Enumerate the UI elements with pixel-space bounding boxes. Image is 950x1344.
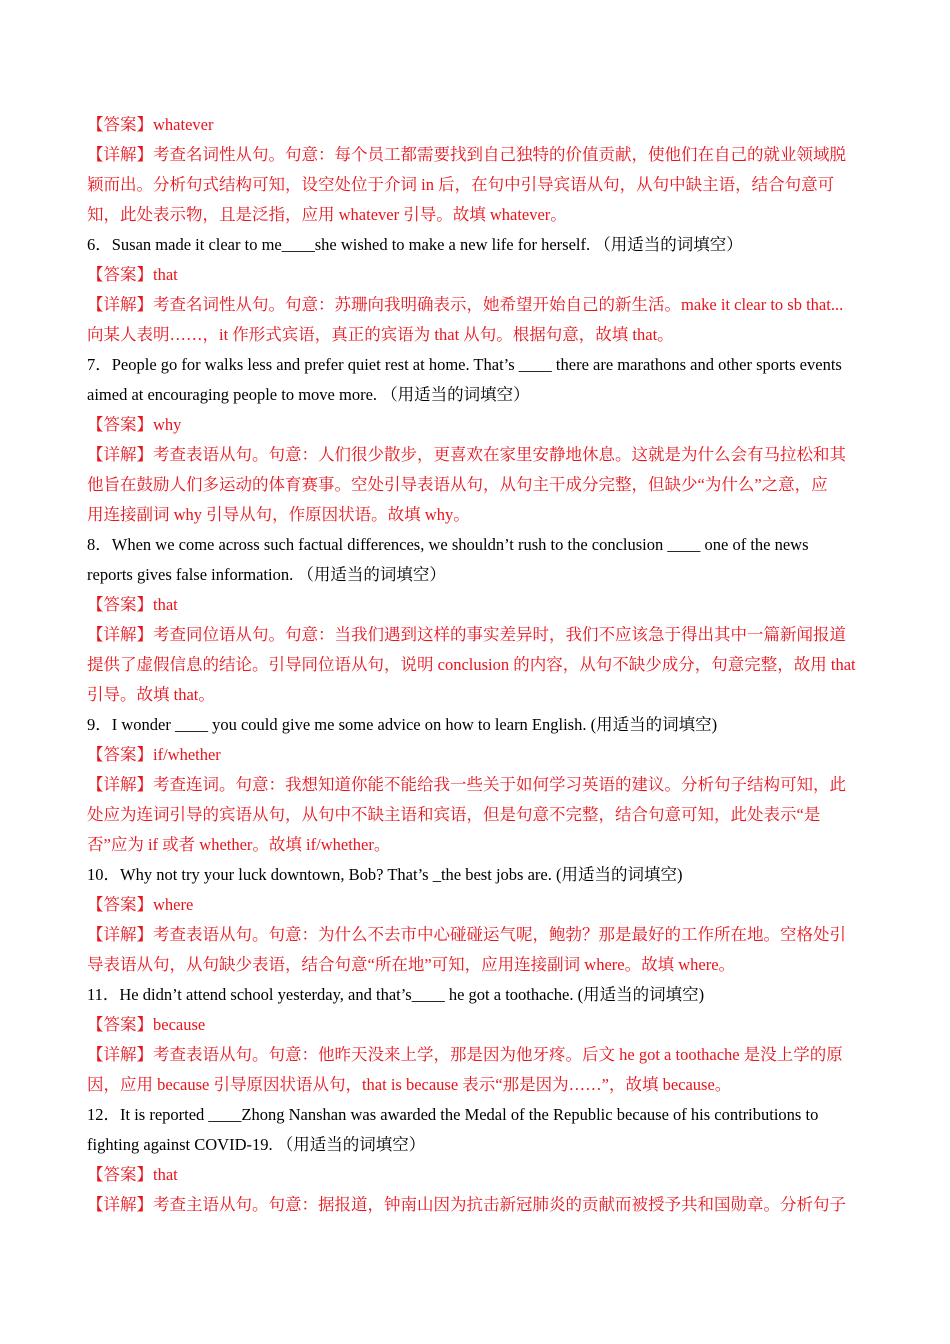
explanation-line: 【详解】考查名词性从句。句意：苏珊向我明确表示，她希望开始自己的新生活。make it clear to sb that... [87, 295, 844, 314]
text-line: 他旨在鼓励人们多运动的体育赛事。空处引导表语从句，从句主干成分完整，但缺少“为什么”之意，应 [87, 475, 828, 494]
question-line: 8．When we come across such factual differences, we shouldn’t rush to the conclusion ____ one of the news [87, 535, 809, 554]
text-line: 导表语从句，从句缺少表语，结合句意“所在地”可知，应用连接副词 where。故填 where。 [87, 955, 736, 974]
text-line: aimed at encouraging people to move more. （用适当的词填空） [87, 385, 530, 404]
document-body [87, 110, 867, 1220]
explanation-line: 【详解】考查表语从句。句意：人们很少散步，更喜欢在家里安静地休息。这就是为什么会有马拉松和其 [87, 445, 846, 464]
answer-line: 【答案】because [87, 1015, 206, 1034]
explanation-line: 【详解】考查同位语从句。句意：当我们遇到这样的事实差异时，我们不应该急于得出其中一篇新闻报道 [87, 625, 846, 644]
text-line: 向某人表明……，it 作形式宾语，真正的宾语为 that 从句。根据句意，故填 that。 [87, 325, 674, 344]
text-line: 用连接副词 why 引导从句，作原因状语。故填 why。 [87, 505, 470, 524]
answer-line: 【答案】that [87, 595, 178, 614]
text-line: 否”应为 if 或者 whether。故填 if/whether。 [87, 835, 391, 854]
explanation-line: 【详解】考查表语从句。句意：为什么不去市中心碰碰运气呢，鲍勃？那是最好的工作所在地。空格处引 [87, 925, 846, 944]
text-line: 颖而出。分析句式结构可知，设空处位于介词 in 后，在句中引导宾语从句，从句中缺主语，结合句意可 [87, 175, 835, 194]
text-line: fighting against COVID-19. （用适当的词填空） [87, 1135, 426, 1154]
question-line: 10．Why not try your luck downtown, Bob? That’s _the best jobs are. (用适当的词填空) [87, 865, 683, 884]
answer-line: 【答案】where [87, 895, 194, 914]
explanation-line: 【详解】考查主语从句。句意：据报道，钟南山因为抗击新冠肺炎的贡献而被授予共和国勋章。分析句子 [87, 1195, 846, 1214]
question-line: 11．He didn’t attend school yesterday, and that’s____ he got a toothache. (用适当的词填空) [87, 985, 705, 1004]
explanation-line: 【详解】考查名词性从句。句意：每个员工都需要找到自己独特的价值贡献，使他们在自己的就业领域脱 [87, 145, 846, 164]
text-line: 引导。故填 that。 [87, 685, 215, 704]
answer-line: 【答案】if/whether [87, 745, 221, 764]
question-line: 12．It is reported ____Zhong Nanshan was awarded the Medal of the Republic because of his contributions to [87, 1105, 819, 1124]
answer-line: 【答案】why [87, 415, 182, 434]
explanation-line: 【详解】考查表语从句。句意：他昨天没来上学，那是因为他牙疼。后文 he got a toothache 是没上学的原 [87, 1045, 843, 1064]
question-line: 9．I wonder ____ you could give me some advice on how to learn English. (用适当的词填空) [87, 715, 718, 734]
question-line: 6．Susan made it clear to me____she wished to make a new life for herself. （用适当的词填空） [87, 235, 743, 254]
text-line: 提供了虚假信息的结论。引导同位语从句，说明 conclusion 的内容，从句不缺少成分，句意完整，故用 that [87, 655, 856, 674]
explanation-line: 【详解】考查连词。句意：我想知道你能不能给我一些关于如何学习英语的建议。分析句子结构可知，此 [87, 775, 846, 794]
text-line: 知，此处表示物，且是泛指，应用 whatever 引导。故填 whatever。 [87, 205, 567, 224]
answer-line: 【答案】that [87, 265, 178, 284]
answer-line: 【答案】whatever [87, 115, 214, 134]
question-line: 7．People go for walks less and prefer quiet rest at home. That’s ____ there are marathons and other sports events [87, 355, 842, 374]
text-line: 处应为连词引导的宾语从句，从句中不缺主语和宾语，但是句意不完整，结合句意可知，此处表示“是 [87, 805, 821, 824]
answer-line: 【答案】that [87, 1165, 178, 1184]
text-line: reports gives false information. （用适当的词填空） [87, 565, 446, 584]
text-line: 因，应用 because 引导原因状语从句，that is because 表示“那是因为……”，故填 because。 [87, 1075, 732, 1094]
